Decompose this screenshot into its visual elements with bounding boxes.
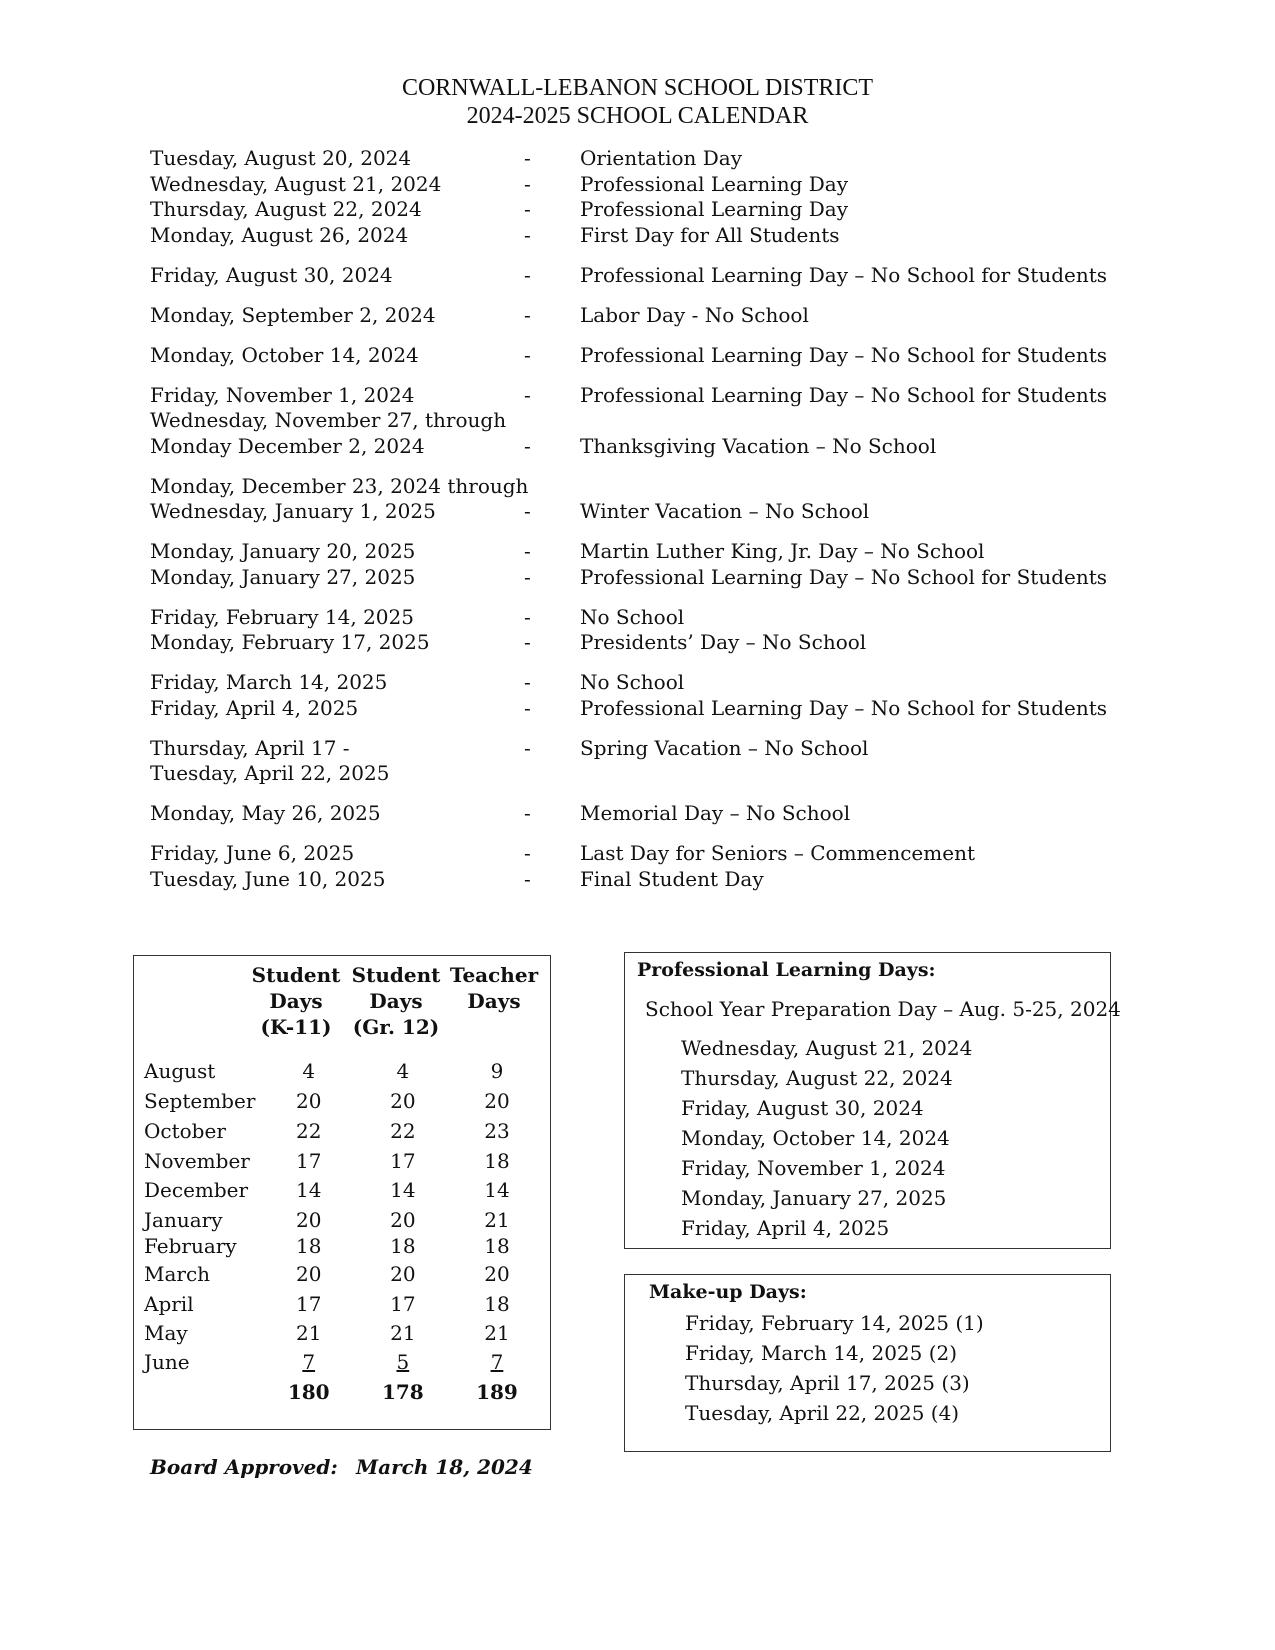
event-date: Monday, October 14, 2024 (150, 342, 419, 367)
event-description: Winter Vacation – No School (580, 499, 870, 523)
month-label: August (144, 1059, 216, 1083)
event-row (150, 670, 1150, 696)
event-group (150, 474, 1150, 525)
days-value: 9 (490, 1059, 504, 1083)
days-value: 21 (295, 1321, 322, 1345)
makeup-date: Friday, February 14, 2025 (1) (685, 1311, 984, 1335)
event-description: Professional Learning Day – No School for Students (580, 564, 1108, 589)
event-description: Labor Day - No School (580, 302, 809, 327)
event-description: Last Day for Seniors – Commencement (580, 841, 975, 865)
event-date: Wednesday, January 1, 2025 (150, 499, 436, 523)
days-total-value: 180 (287, 1380, 330, 1404)
event-group (150, 303, 1150, 329)
event-row (150, 539, 1150, 565)
event-date: Friday, April 4, 2025 (150, 695, 359, 720)
event-description: Professional Learning Day – No School for Students (580, 695, 1108, 720)
event-row (150, 303, 1150, 329)
event-row (150, 565, 1150, 591)
professional-learning-date: Friday, August 30, 2024 (681, 1096, 924, 1120)
month-label: June (144, 1350, 190, 1374)
days-table-row (144, 1262, 544, 1286)
days-value: 22 (390, 1119, 416, 1143)
days-value: 4 (302, 1059, 316, 1083)
days-value: 18 (295, 1234, 322, 1258)
days-value: 14 (390, 1178, 416, 1202)
event-row (150, 383, 1150, 409)
event-dash (524, 474, 580, 500)
days-value: 18 (484, 1292, 510, 1316)
event-dash: - (524, 342, 531, 367)
event-dash: - (524, 382, 531, 407)
days-table-row (144, 1178, 544, 1202)
event-group (150, 801, 1150, 827)
event-dash: - (524, 866, 531, 891)
days-value: 5 (396, 1350, 410, 1374)
event-dash: - (524, 539, 531, 563)
board-approved-label: Board Approved: (150, 1455, 338, 1479)
event-description: Presidents’ Day – No School (580, 630, 867, 654)
event-date: Friday, August 30, 2024 (150, 262, 393, 287)
days-value: 17 (390, 1292, 416, 1316)
event-row (150, 801, 1150, 827)
days-value: 23 (484, 1119, 510, 1143)
days-table-row (144, 1350, 544, 1374)
event-row (150, 499, 1150, 525)
event-dash: - (524, 197, 531, 221)
event-row (150, 434, 1150, 460)
event-description: Final Student Day (580, 866, 764, 891)
district-name: CORNWALL-LEBANON SCHOOL DISTRICT (401, 75, 874, 101)
professional-learning-date: Friday, November 1, 2024 (681, 1156, 946, 1180)
event-dash: - (524, 604, 531, 629)
event-group (150, 670, 1150, 721)
page-header (0, 74, 1275, 130)
event-dash (524, 408, 580, 434)
event-description: Orientation Day (580, 146, 743, 170)
event-description: Martin Luther King, Jr. Day – No School (580, 539, 985, 563)
makeup-days-title: Make-up Days: (649, 1281, 807, 1303)
event-group (150, 736, 1150, 787)
event-date: Monday, December 23, 2024 through (150, 473, 529, 498)
event-date: Monday, January 27, 2025 (150, 564, 416, 589)
event-group (150, 263, 1150, 289)
event-group (150, 841, 1150, 892)
event-row (150, 408, 1150, 434)
days-value: 22 (295, 1119, 322, 1143)
professional-learning-date: Friday, April 4, 2025 (681, 1216, 890, 1240)
event-date: Tuesday, June 10, 2025 (150, 866, 386, 891)
event-date: Friday, February 14, 2025 (150, 604, 414, 629)
days-value: 20 (295, 1208, 322, 1232)
days-value: 7 (302, 1350, 316, 1374)
days-value: 18 (484, 1149, 510, 1173)
days-table-total-row (144, 1380, 544, 1404)
days-value: 4 (396, 1059, 410, 1083)
days-value: 20 (390, 1089, 416, 1113)
event-dash: - (524, 695, 531, 720)
professional-learning-date: Monday, October 14, 2024 (681, 1126, 950, 1150)
event-row (150, 841, 1150, 867)
event-date: Monday, February 17, 2025 (150, 630, 430, 654)
days-value: 17 (390, 1149, 416, 1173)
event-date: Thursday, April 17 - (150, 735, 350, 760)
event-row (150, 223, 1150, 249)
event-dash: - (524, 433, 531, 458)
makeup-days-box (624, 1274, 1111, 1452)
event-row (150, 197, 1150, 223)
event-date: Monday, May 26, 2025 (150, 801, 381, 825)
event-dash: - (524, 801, 531, 825)
events-list (150, 146, 1150, 907)
event-date: Tuesday, August 20, 2024 (150, 146, 412, 170)
days-value: 7 (490, 1350, 504, 1374)
month-label: January (144, 1208, 223, 1232)
event-date: Tuesday, April 22, 2025 (150, 761, 390, 785)
event-date: Thursday, August 22, 2024 (150, 197, 422, 221)
event-row (150, 761, 1150, 787)
event-row (150, 696, 1150, 722)
event-row (150, 263, 1150, 289)
professional-learning-box (624, 952, 1121, 1249)
event-date: Monday December 2, 2024 (150, 433, 425, 458)
month-label: October (144, 1119, 226, 1143)
days-table-row (144, 1119, 544, 1143)
event-description: First Day for All Students (580, 222, 840, 247)
event-dash: - (524, 735, 531, 760)
event-description: Professional Learning Day (580, 197, 848, 221)
col-header-student-gr12: Student Days (Gr. 12) (351, 963, 441, 1039)
instructional-days-table (133, 955, 551, 1430)
days-table-row (144, 1059, 544, 1083)
event-dash: - (524, 262, 531, 287)
month-label: May (144, 1321, 188, 1345)
event-description: Professional Learning Day (580, 171, 848, 196)
event-dash: - (524, 630, 531, 654)
event-description: Professional Learning Day – No School for Students (580, 342, 1108, 367)
days-value: 21 (484, 1208, 510, 1232)
event-group (150, 146, 1150, 248)
professional-learning-title: Professional Learning Days: (637, 959, 936, 981)
days-value: 20 (295, 1089, 322, 1113)
days-table-row (144, 1234, 544, 1258)
event-group (150, 343, 1150, 369)
event-date: Monday, August 26, 2024 (150, 222, 409, 247)
days-value: 14 (484, 1178, 510, 1202)
event-dash: - (524, 171, 531, 196)
event-description: Professional Learning Day – No School for Students (580, 262, 1108, 287)
event-description: No School (580, 604, 685, 629)
event-description: No School (580, 670, 685, 694)
event-dash (524, 761, 580, 787)
days-value: 17 (295, 1292, 322, 1316)
board-approved (150, 1455, 533, 1479)
days-value: 14 (295, 1178, 322, 1202)
event-dash: - (524, 670, 531, 694)
event-date: Wednesday, November 27, through (150, 408, 507, 432)
board-approved-date: March 18, 2024 (356, 1455, 533, 1479)
days-value: 20 (484, 1089, 510, 1113)
days-total-value: 189 (476, 1380, 518, 1404)
event-description: Spring Vacation – No School (580, 735, 869, 760)
makeup-date: Thursday, April 17, 2025 (3) (685, 1371, 970, 1395)
event-dash: - (524, 564, 531, 589)
days-table-row (144, 1149, 544, 1173)
event-row (150, 867, 1150, 893)
event-date: Friday, March 14, 2025 (150, 670, 388, 694)
days-value: 20 (390, 1208, 416, 1232)
event-date: Monday, September 2, 2024 (150, 302, 436, 327)
event-group (150, 383, 1150, 460)
col-header-teacher: Teacher Days (449, 963, 539, 1013)
event-dash: - (524, 841, 531, 865)
days-table-row (144, 1208, 544, 1232)
makeup-date: Tuesday, April 22, 2025 (4) (685, 1401, 960, 1425)
event-row (150, 736, 1150, 762)
event-description: Memorial Day – No School (580, 801, 851, 825)
professional-learning-date: Thursday, August 22, 2024 (681, 1066, 953, 1090)
event-date: Friday, June 6, 2025 (150, 841, 355, 865)
days-value: 21 (484, 1321, 510, 1345)
event-dash: - (524, 499, 531, 523)
days-table-row (144, 1321, 544, 1345)
days-value: 20 (295, 1262, 322, 1286)
event-group (150, 605, 1150, 656)
event-date: Friday, November 1, 2024 (150, 382, 415, 407)
event-row (150, 146, 1150, 172)
days-table-row (144, 1089, 544, 1113)
professional-learning-date: Monday, January 27, 2025 (681, 1186, 947, 1210)
month-label: February (144, 1234, 237, 1258)
event-dash: - (524, 146, 531, 170)
event-row (150, 474, 1150, 500)
month-label: December (144, 1178, 249, 1202)
days-value: 18 (390, 1234, 416, 1258)
month-label: November (144, 1149, 250, 1173)
event-date: Monday, January 20, 2025 (150, 539, 416, 563)
event-row (150, 630, 1150, 656)
days-table-row (144, 1292, 544, 1316)
event-group (150, 539, 1150, 590)
event-description: Thanksgiving Vacation – No School (580, 433, 937, 458)
days-value: 21 (390, 1321, 416, 1345)
total-spacer (144, 1380, 262, 1404)
col-header-student-k11: Student Days (K-11) (251, 963, 341, 1039)
prep-day-line: School Year Preparation Day – Aug. 5-25, 2024 (645, 997, 1121, 1021)
event-row (150, 343, 1150, 369)
professional-learning-date: Wednesday, August 21, 2024 (681, 1036, 973, 1060)
days-value: 20 (390, 1262, 416, 1286)
month-label: September (144, 1089, 256, 1113)
event-date: Wednesday, August 21, 2024 (150, 171, 442, 196)
days-total-value: 178 (381, 1380, 424, 1404)
event-row (150, 172, 1150, 198)
event-dash: - (524, 222, 531, 247)
month-label: April (144, 1292, 194, 1316)
event-row (150, 605, 1150, 631)
makeup-date: Friday, March 14, 2025 (2) (685, 1341, 958, 1365)
event-dash: - (524, 302, 531, 327)
event-description: Professional Learning Day – No School for Students (580, 382, 1108, 407)
days-value: 18 (484, 1234, 510, 1258)
days-value: 17 (295, 1149, 322, 1173)
month-label: March (144, 1262, 211, 1286)
days-value: 20 (484, 1262, 510, 1286)
calendar-title: 2024-2025 SCHOOL CALENDAR (466, 103, 809, 129)
